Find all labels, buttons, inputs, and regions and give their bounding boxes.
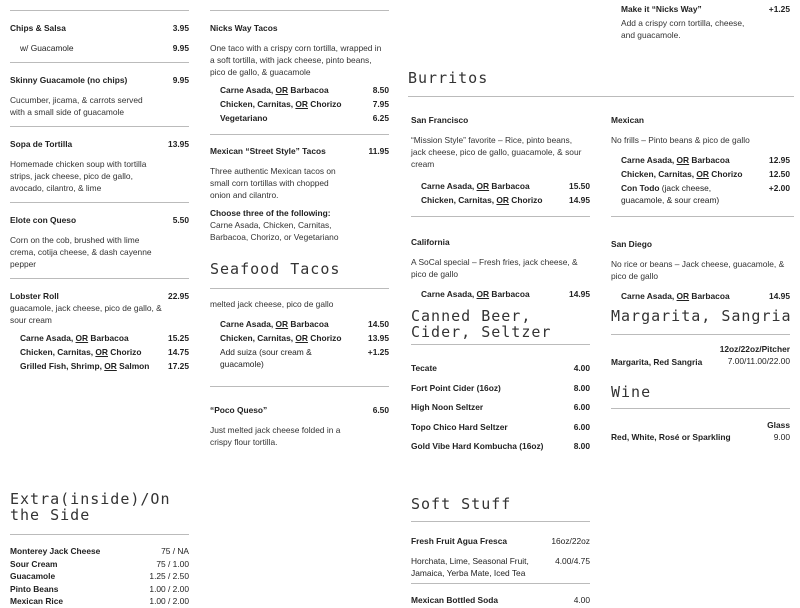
option-or: OR: [295, 99, 308, 109]
appetizers-column: [10, 22, 189, 54]
item-desc: Homemade chicken soup with tortilla strips, jack cheese, pico de gallo, avocado, cilantro, & lime: [10, 159, 147, 193]
item-price: 7.00/11.00/22.00: [727, 356, 790, 366]
option-price: 14.50: [368, 319, 389, 329]
option-or: OR: [476, 289, 490, 299]
option-price: 13.95: [368, 333, 389, 343]
option-row: [411, 288, 590, 300]
item-name: Mexican “Street Style” Tacos: [210, 146, 326, 156]
item-price: 1.00 / 2.00: [149, 596, 189, 606]
list-item: [10, 570, 189, 583]
item-sub-name: w/ Guacamole: [20, 43, 74, 53]
item-price: 9.95: [172, 75, 189, 85]
list-item: [411, 440, 590, 460]
item-name: “Poco Queso”: [210, 405, 268, 415]
burrito-san-francisco: [411, 114, 590, 206]
item-desc: Horchata, Lime, Seasonal Fruit, Jamaica, Yerba Mate, Iced Tea: [411, 556, 529, 578]
list-item: [411, 535, 590, 547]
addon-text: Add suiza (sour cream & guacamole): [220, 347, 312, 369]
item-desc: guacamole, jack cheese, pico de gallo, & sour cream: [10, 303, 162, 325]
option-row: [611, 290, 790, 302]
option-or: OR: [75, 333, 89, 343]
menu-item-chips-guac: [10, 42, 189, 54]
option-price: 15.25: [168, 333, 189, 343]
option-part: Chorizo: [508, 195, 543, 205]
option-part: Barbacoa: [88, 333, 129, 343]
option-row: [210, 332, 389, 344]
option-part: Chorizo: [107, 347, 142, 357]
menu-item-make-it-nicks-way: [621, 3, 790, 41]
item-price: 9.00: [773, 432, 790, 442]
option-or: OR: [104, 361, 117, 371]
size-header: 12oz/22oz/Pitcher: [719, 344, 790, 354]
item-price: 75 / NA: [161, 546, 189, 556]
option-price: +2.00: [768, 183, 790, 193]
item-name: Sour Cream: [10, 558, 58, 569]
list-item: [611, 355, 790, 368]
option-part: Chorizo: [307, 99, 342, 109]
burrito-california: [411, 236, 590, 300]
option-or: OR: [676, 291, 690, 301]
size-header: Glass: [767, 420, 790, 430]
addon-row: [210, 346, 389, 370]
option-con-todo: [611, 182, 790, 206]
option-part: Barbacoa: [689, 291, 730, 301]
option-price: 6.25: [372, 113, 389, 123]
item-name: Mexican Rice: [10, 596, 64, 606]
item-desc: “Mission Style” favorite – Rice, pinto beans, jack cheese, pico de gallo, guacamole, & sour cream: [411, 135, 582, 169]
item-desc: Add a crispy corn tortilla, cheese, and guacamole.: [621, 18, 745, 40]
item-name: Red, White, Rosé or Sparkling: [611, 432, 731, 442]
option-row: [10, 332, 189, 344]
item-price: 6.50: [372, 405, 389, 415]
option-row: [10, 346, 189, 358]
section-title-extra: Extra(inside)/On the Side: [10, 490, 171, 524]
item-name: Skinny Guacamole (no chips): [10, 75, 128, 85]
option-part: Carne Asada,: [621, 291, 677, 301]
option-price: 14.95: [569, 289, 590, 299]
item-name: Chips & Salsa: [10, 23, 66, 33]
margarita-section: [611, 343, 790, 368]
option-price: 12.50: [769, 169, 790, 179]
section-title-seafood: Seafood Tacos: [210, 260, 341, 278]
item-name: Mexican Bottled Soda: [411, 595, 499, 605]
item-name: Monterey Jack Cheese: [10, 546, 101, 556]
list-item: [411, 421, 590, 441]
item-price: 6.00: [573, 402, 590, 412]
option-price: 17.25: [168, 361, 189, 371]
seafood-section: [210, 298, 389, 370]
menu-item-soda: [411, 594, 590, 606]
item-desc: Three authentic Mexican tacos on small corn tortillas with chopped onion and cilantro.: [210, 166, 336, 200]
option-part: Barbacoa: [288, 319, 329, 329]
item-desc: One taco with a crispy corn tortilla, wrapped in a soft tortilla, with jack cheese, pinto beans, pico de gallo, & guacamole: [210, 43, 382, 77]
list-item: [411, 362, 590, 382]
item-name: Nicks Way Tacos: [210, 23, 278, 33]
option-row: [10, 360, 189, 372]
menu-item-skinny-guac: [10, 74, 189, 118]
list-item: [411, 382, 590, 402]
option-part: Carne Asada,: [421, 181, 477, 191]
list-item: [10, 558, 189, 571]
option-part: Chicken, Carnitas,: [220, 333, 296, 343]
option-row: [411, 180, 590, 192]
item-name: Elote con Queso: [10, 215, 77, 225]
burrito-mexican: [611, 114, 790, 206]
item-name: Sopa de Tortilla: [10, 139, 73, 149]
option-part: Carne Asada,: [220, 85, 276, 95]
list-item: [411, 401, 590, 421]
menu-item-sopa: [10, 138, 189, 194]
item-name: Pinto Beans: [10, 583, 59, 594]
option-part: Carne Asada,: [20, 333, 76, 343]
beer-list: [411, 362, 590, 460]
option-row: [611, 154, 790, 166]
list-item: [10, 545, 189, 558]
option-price: 8.50: [372, 85, 389, 95]
item-name: Mexican: [611, 115, 645, 125]
option-part: Barbacoa: [689, 155, 730, 165]
item-desc: Corn on the cob, brushed with lime crema, cotija cheese, & dash cayenne pepper: [10, 235, 152, 269]
option-price: 14.95: [569, 195, 590, 205]
option-price: 12.95: [769, 155, 790, 165]
option-part: Chorizo: [708, 169, 743, 179]
item-desc: melted jack cheese, pico de gallo: [210, 299, 334, 309]
option-row: [611, 168, 790, 180]
option-desc: (jack cheese, guacamole, & sour cream): [621, 183, 720, 205]
item-price: 4.00: [573, 363, 590, 373]
option-part: Grilled Fish, Shrimp,: [20, 361, 105, 371]
section-title-margarita: Margarita, Sangria: [611, 307, 792, 325]
option-part: Con Todo: [621, 183, 660, 193]
option-or: OR: [275, 85, 289, 95]
choose-desc: Carne Asada, Chicken, Carnitas, Barbacoa, Chorizo, or Vegetariano: [210, 220, 339, 242]
item-price: +1.25: [768, 4, 790, 14]
option-price: 7.95: [372, 99, 389, 109]
item-price: 1.00 / 2.00: [149, 583, 189, 594]
option-price: 14.95: [769, 291, 790, 301]
item-price: 1.25 / 2.50: [149, 571, 189, 581]
option-or: OR: [496, 195, 509, 205]
list-item: [10, 583, 189, 596]
item-name: Lobster Roll: [10, 291, 59, 301]
item-name: San Francisco: [411, 115, 469, 125]
item-name: Make it “Nicks Way”: [621, 4, 702, 14]
wine-section: [611, 419, 790, 443]
item-price: 13.95: [168, 139, 189, 149]
option-row: [210, 98, 389, 110]
item-price: 9.95: [172, 43, 189, 53]
section-title-soft: Soft Stuff: [411, 495, 512, 513]
item-name: Tecate: [411, 363, 437, 373]
item-name: Fresh Fruit Agua Fresca: [411, 536, 508, 546]
item-price: 4.00: [573, 595, 590, 605]
item-desc: No frills – Pinto beans & pico de gallo: [611, 135, 750, 145]
option-part: Carne Asada,: [220, 319, 276, 329]
item-name: High Noon Seltzer: [411, 402, 484, 412]
option-row: [411, 194, 590, 206]
option-row: [210, 112, 389, 124]
item-name: Guacamole: [10, 571, 56, 581]
item-price: 75 / 1.00: [156, 558, 189, 569]
option-or: OR: [275, 319, 289, 329]
list-item: [10, 595, 189, 608]
option-or: OR: [295, 333, 308, 343]
menu-item-lobster: [10, 290, 189, 372]
item-name: Fort Point Cider (16oz): [411, 382, 501, 393]
item-price: 11.95: [368, 146, 389, 156]
option-price: 15.50: [569, 181, 590, 191]
item-price: 3.95: [172, 23, 189, 33]
item-size: 16oz/22oz: [551, 536, 590, 546]
menu-item-elote: [10, 214, 189, 270]
item-name: California: [411, 237, 450, 247]
menu-item-nicks-way: [210, 22, 389, 124]
item-price: 4.00/4.75: [555, 556, 590, 566]
option-part: Vegetariano: [220, 113, 268, 123]
item-price: 8.00: [573, 441, 590, 451]
item-desc: A SoCal special – Fresh fries, jack cheese, & pico de gallo: [411, 257, 578, 279]
item-desc: No rice or beans – Jack cheese, guacamole, & pico de gallo: [611, 259, 785, 281]
option-part: Carne Asada,: [421, 289, 477, 299]
list-item-desc: [411, 555, 590, 579]
item-price: 8.00: [573, 382, 590, 393]
option-part: Barbacoa: [489, 289, 530, 299]
option-row: [210, 318, 389, 330]
option-part: Chicken, Carnitas,: [421, 195, 497, 205]
option-part: Chicken, Carnitas,: [220, 99, 296, 109]
option-or: OR: [696, 169, 709, 179]
item-desc: Just melted jack cheese folded in a crispy flour tortilla.: [210, 425, 341, 447]
option-part: Carne Asada,: [621, 155, 677, 165]
item-price: 22.95: [168, 291, 189, 301]
menu-item-chips: [10, 22, 189, 34]
option-part: Barbacoa: [489, 181, 530, 191]
option-or: OR: [476, 181, 490, 191]
choose-title: Choose three of the following:: [210, 208, 331, 218]
list-item: [611, 431, 790, 443]
section-title-wine: Wine: [611, 383, 652, 401]
option-part: Chicken, Carnitas,: [621, 169, 697, 179]
soft-drinks: [411, 535, 590, 579]
burrito-san-diego: [611, 238, 790, 302]
section-title-burritos: Burritos: [408, 69, 489, 87]
option-or: OR: [676, 155, 690, 165]
item-desc: Cucumber, jicama, & carrots served with a small side of guacamole: [10, 95, 143, 117]
menu-item-street-tacos: [210, 145, 389, 243]
option-part: Salmon: [116, 361, 150, 371]
extra-list: [10, 545, 189, 608]
item-name: Gold Vibe Hard Kombucha (16oz): [411, 441, 544, 451]
option-or: OR: [95, 347, 108, 357]
item-price: 6.00: [573, 421, 590, 432]
addon-price: +1.25: [367, 347, 389, 357]
item-name: San Diego: [611, 239, 652, 249]
item-price: 5.50: [172, 215, 189, 225]
option-part: Barbacoa: [288, 85, 329, 95]
option-price: 14.75: [168, 347, 189, 357]
menu-item-poco-queso: [210, 404, 389, 448]
item-name: Margarita, Red Sangria: [611, 357, 703, 367]
option-part: Chicken, Carnitas,: [20, 347, 96, 357]
item-name: Topo Chico Hard Seltzer: [411, 421, 508, 432]
option-row: [210, 84, 389, 96]
option-part: Chorizo: [307, 333, 342, 343]
section-title-beer: Canned Beer, Cider, Seltzer: [411, 307, 552, 341]
